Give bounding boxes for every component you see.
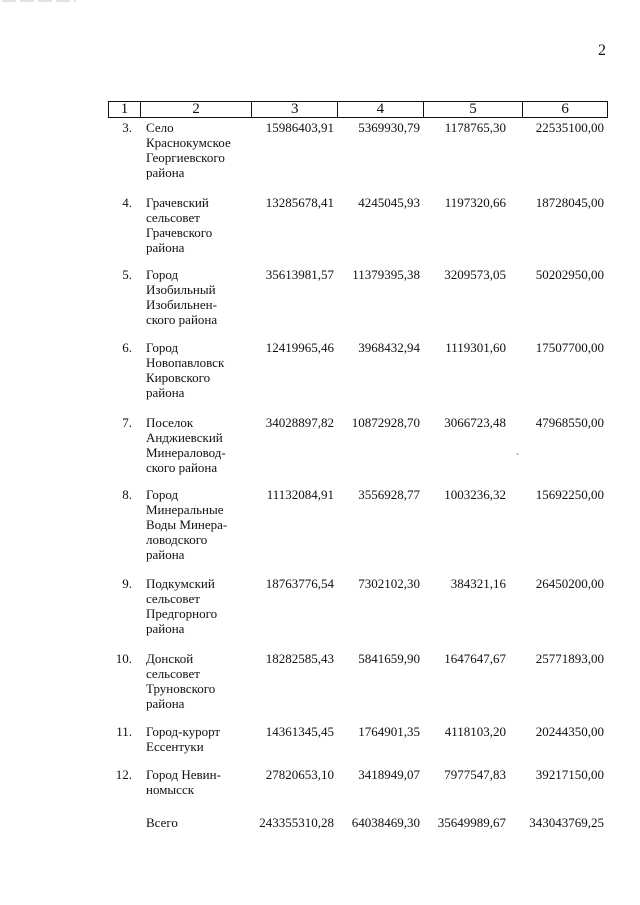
page-number: 2 (598, 42, 606, 59)
row-value-6: 25771893,00 (535, 651, 604, 666)
row-name: Поселок Анджиевский Минераловод-ского района (146, 415, 226, 475)
row-name: Донской сельсовет Труновского района (146, 651, 216, 711)
row-name: Город Изобильный Изобильнен-ского района (146, 267, 218, 327)
row-value-6: 15692250,00 (535, 487, 604, 502)
row-value-3: 12419965,46 (265, 340, 334, 355)
row-number: 10. (115, 651, 132, 666)
row-value-3: 27820653,10 (265, 767, 334, 782)
row-value-4: 3968432,94 (358, 340, 420, 355)
row-name: Город Минеральные Воды Минера-ловодского района (146, 487, 228, 562)
header-col-6: 6 (561, 101, 569, 117)
row-value-3: 14361345,45 (265, 724, 334, 739)
row-value-5: 3066723,48 (444, 415, 506, 430)
row-name: Город Невин-номысск (146, 767, 221, 797)
row-name: Грачевский сельсовет Грачевского района (146, 195, 213, 255)
row-value-6: 50202950,00 (535, 267, 604, 282)
scan-artifact (2, 0, 76, 2)
row-value-4: 5841659,90 (358, 651, 420, 666)
row-value-4: 3556928,77 (358, 487, 420, 502)
row-number: 7. (122, 415, 132, 430)
row-value-3: 34028897,82 (265, 415, 334, 430)
row-value-5: 1197320,66 (444, 195, 506, 210)
row-value-6: 39217150,00 (535, 767, 604, 782)
row-value-4: 10872928,70 (351, 415, 420, 430)
row-value-5: 3209573,05 (444, 267, 506, 282)
header-col-2: 2 (141, 102, 253, 117)
row-number: 5. (122, 267, 132, 282)
row-value-3: 15986403,91 (265, 120, 334, 135)
row-value-4: 3418949,07 (358, 767, 420, 782)
total-value-3: 243355310,28 (259, 815, 334, 830)
row-value-6: 20244350,00 (535, 724, 604, 739)
row-value-6: 47968550,00 (535, 415, 604, 430)
row-value-5: 7977547,83 (444, 767, 506, 782)
row-value-4: 1764901,35 (358, 724, 420, 739)
stray-mark: ` (516, 452, 519, 462)
row-value-5: 1647647,67 (444, 651, 506, 666)
row-value-3: 18763776,54 (265, 576, 334, 591)
row-value-3: 11132084,91 (266, 487, 334, 502)
header-col-5: 5 (424, 102, 524, 117)
header-col-3: 3 (252, 102, 338, 117)
row-value-4: 11379395,38 (352, 267, 420, 282)
row-value-6: 22535100,00 (535, 120, 604, 135)
row-value-4: 4245045,93 (358, 195, 420, 210)
row-value-5: 4118103,20 (444, 724, 506, 739)
total-value-5: 35649989,67 (437, 815, 506, 830)
row-name: Город-курорт Ессентуки (146, 724, 221, 754)
row-value-6: 18728045,00 (535, 195, 604, 210)
header-col-4: 4 (338, 102, 424, 117)
row-name: Подкумский сельсовет Предгорного района (146, 576, 218, 636)
row-value-3: 18282585,43 (265, 651, 334, 666)
total-label: Всего (146, 815, 178, 830)
total-value-6: 343043769,25 (529, 815, 604, 830)
row-number: 11. (116, 724, 132, 739)
row-number: 12. (115, 767, 132, 782)
row-value-5: 1003236,32 (444, 487, 506, 502)
row-number: 6. (122, 340, 132, 355)
row-value-3: 13285678,41 (265, 195, 334, 210)
row-value-5: 1178765,30 (444, 120, 506, 135)
row-number: 8. (122, 487, 132, 502)
table-header (108, 101, 608, 118)
row-name: Село Краснокумское Георгиевского района (146, 120, 231, 180)
row-number: 4. (122, 195, 132, 210)
header-col-1: 1 (109, 102, 141, 117)
row-value-6: 17507700,00 (535, 340, 604, 355)
row-value-4: 5369930,79 (358, 120, 420, 135)
row-value-3: 35613981,57 (265, 267, 334, 282)
row-value-5: 384321,16 (450, 576, 506, 591)
row-number: 9. (122, 576, 132, 591)
row-name: Город Новопавловск Кировского района (146, 340, 225, 400)
row-number: 3. (122, 120, 132, 135)
row-value-5: 1119301,60 (445, 340, 506, 355)
row-value-6: 26450200,00 (535, 576, 604, 591)
row-value-4: 7302102,30 (358, 576, 420, 591)
total-value-4: 64038469,30 (351, 815, 420, 830)
